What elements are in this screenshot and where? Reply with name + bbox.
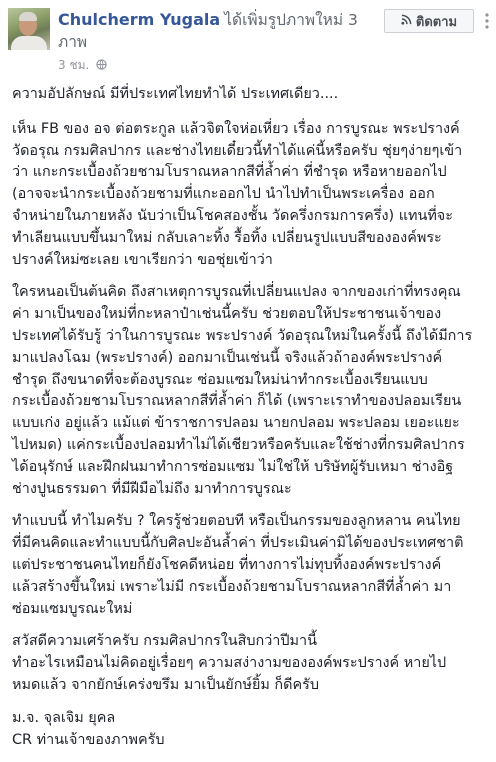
- globe-icon: [96, 59, 107, 73]
- post-author-line: [58, 9, 378, 53]
- author-name-link[interactable]: Chulcherm Yugala: [58, 10, 221, 29]
- more-options-icon[interactable]: [482, 6, 492, 36]
- post-header: [0, 0, 496, 82]
- post-paragraph: เห็น FB ของ อจ ต่อตระกูล แล้วจิตใจห่อเหี่ยว เรื่อง การบูรณะ พระปรางค์ วัดอรุณ กรมศิลปากร และช่างไทยเดี๋ยวนี้ทำได้แค่นี้หรือครับ ชุ่ยๆง่ายๆเข้า ว่า แกะกระเบื้องถ้วยชามโบราณหลากสีที่ล้ำค่า ที่ชำรุด หรือหายออกไป (อาจจะนำกระเบื้องถ้วยชามที่แกะออกไป นำไปทำเป็นพระเครื่อง ออก จำหน่ายในภายหลัง นับว่าเป็นโชคสองชั้น วัดครึ่งกรมการครึ่ง) แทนที่จะ ทำเลียนแบบขึ้นมาใหม่ กลับเลาะทิ้ง รื้อทิ้ง เปลี่ยนรูปแบบสีขององค์พระ ปรางค์ใหม่ซะเลย เขาเรียกว่า ขอชุ่ยเข้าว่า: [12, 120, 463, 268]
- follow-button[interactable]: [384, 9, 474, 33]
- post-timestamp-row: [58, 56, 107, 75]
- post-paragraph: ใครหนอเป็นต้นคิด ถึงสาเหตุการบูรณที่เปลี่ยนแปลง จากของเก่าที่ทรงคุณ ค่า มาเป็นของใหม่ที่กะหลาป๋าเช่นนี้ครับ ช่วยตอบให้ประชาชนเจ้าของ ประเทศได้รับรู้ ว่าในการบูรณะ พระปรางค์ วัดอรุณใหม่ในครั้งนี้ ถึงได้มีการ มาแปลงโฉม (พระปรางค์) ออกมาเป็นเช่นนี้ จริงแล้วถ้าองค์พระปรางค์ ชำรุด ถึงขนาดที่จะต้องบูรณะ ซ่อมแซมใหม่น่าทำกระเบื้องเรียนแบบ กระเบื้องถ้วยชามโบราณหลากสีที่ล้ำค่า ก็ได้ (เพราะเราทำของปลอมเรียน แบบเก่ง อยู่แล้ว แม้แต่ ข้าราชการปลอม นายกปลอม พระปลอม เยอะแยะ ไปหมด) แค่กระเบื้องปลอมทำไม่ได้เชียวหรือครับและใช้ช่างที่กรมศิลปากร ได้อนุรักษ์ และฝึกฝนมาทำการซ่อมแซม ไม่ใช่ให้ บริษัทผู้รับเหมา ช่างอิฐ ช่างปูนธรรมดา ที่มีฝีมือไม่ถึง มาทำการบูรณะ: [12, 284, 473, 497]
- rss-icon: [401, 14, 412, 29]
- post-action-text: ได้เพิ่มรูปภาพใหม่ 3 ภาพ: [58, 11, 358, 51]
- post-signature: ม.จ. จุลเจิม ยุคล CR ท่านเจ้าของภาพครับ: [12, 709, 165, 748]
- post-paragraph: ความอัปลักษณ์ มีที่ประเทศไทยทำได้ ประเทศเดียว....: [12, 86, 339, 102]
- post-timestamp[interactable]: 3 ชม.: [58, 58, 90, 72]
- post-paragraph: ทำแบบนี้ ทำไมครับ ? ใครรู้ช่วยตอบที หรือเป็นกรรมของลูกหลาน คนไทย ที่มีคนคิดและทำแบบนี้กับศิลปะอันล้ำค่า ที่ประเมินค่ามิได้ของประเทศชาติ แต่ประชาชนคนไทยก็ยังโชคดีหน่อย ที่ทางการไม่ทุบทิ้งองค์พระปรางค์ แล้วสร้างขึ้นใหม่ เพราะไม่มี กระเบื้องถ้วยชามโบราณหลากสีที่ล้ำค่า มา ซ่อมแซมบูรณะใหม่: [12, 513, 464, 617]
- post-paragraph: สวัสดีความเศร้าครับ กรมศิลปากรในสิบกว่าปีมานี้ ทำอะไรเหมือนไม่คิดอยู่เรื่อยๆ ความสง่างามขององค์พระปรางค์ หายไป หมดแล้ว จากยักษ์เคร่งขรึม มาเป็นยักษ์ยิ้ม ก็ดีครับ: [12, 633, 447, 693]
- author-avatar[interactable]: [8, 8, 50, 50]
- post-body: [12, 84, 484, 762]
- follow-label: ติดตาม: [415, 14, 458, 30]
